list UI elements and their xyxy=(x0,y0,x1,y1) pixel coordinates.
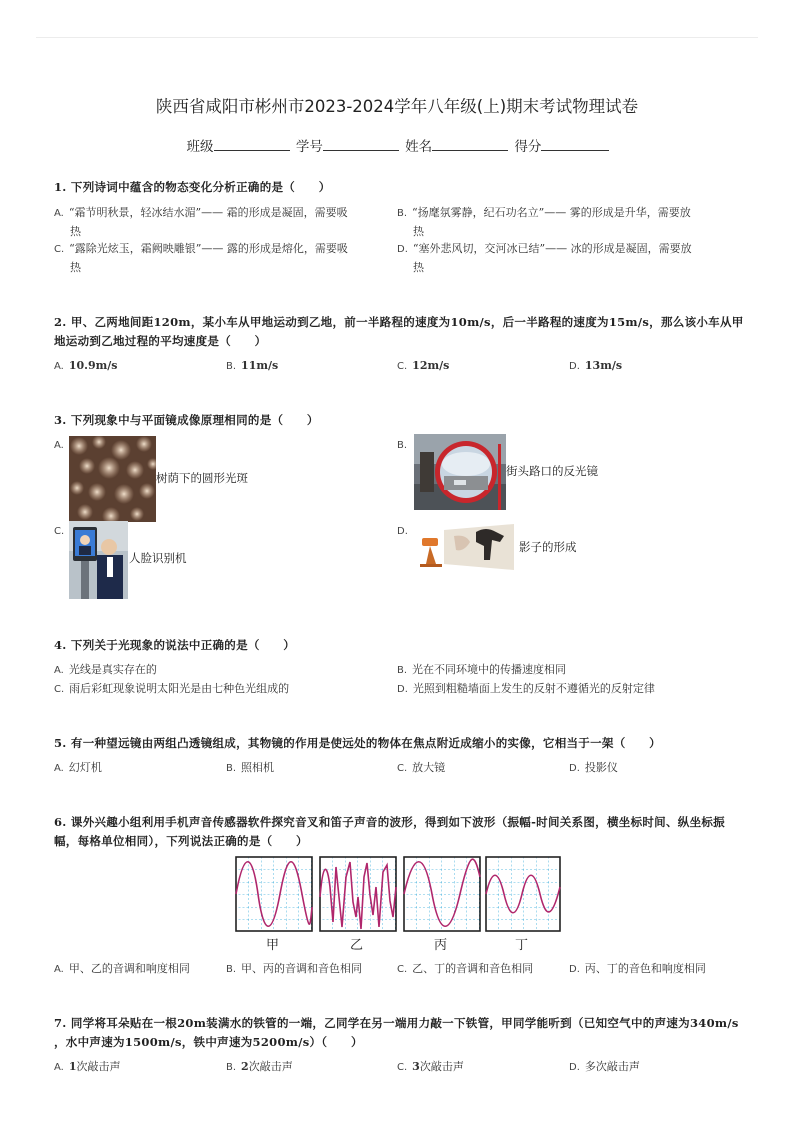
shadow-puppet-image xyxy=(414,522,518,572)
option-key: D. xyxy=(569,763,580,774)
question-2-option-b[interactable] xyxy=(226,357,278,376)
waveform-figures xyxy=(234,855,562,935)
option-key: B. xyxy=(397,665,408,676)
option-key: B. xyxy=(397,208,408,219)
question-4-option-b[interactable] xyxy=(397,661,566,680)
exam-title: 陕西省咸阳市彬州市2023-2024学年八年级(上)期末考试物理试卷 xyxy=(155,97,639,116)
name-label: 姓名 xyxy=(405,139,433,155)
question-7-option-a[interactable] xyxy=(54,1058,121,1077)
option-text: 照相机 xyxy=(241,761,275,774)
option-text: 投影仪 xyxy=(584,761,618,774)
id-blank xyxy=(323,138,399,151)
option-text: 乙、丁的音调和音色相同 xyxy=(412,962,534,975)
convex-traffic-mirror-image xyxy=(414,434,506,510)
question-3-caption-d: 影子的形成 xyxy=(519,540,577,554)
question-2-option-a[interactable] xyxy=(54,357,117,376)
tree-shade-light-spots-image xyxy=(69,436,156,522)
question-6-option-c[interactable] xyxy=(397,960,533,979)
question-5-option-a[interactable] xyxy=(54,759,102,778)
option-key: A. xyxy=(54,440,64,451)
waveform-yi xyxy=(320,857,396,931)
waveform-ding xyxy=(486,857,560,931)
waveform-bing xyxy=(404,857,480,931)
question-3-option-c-key[interactable] xyxy=(54,522,69,541)
question-1-option-c[interactable] xyxy=(54,240,394,277)
question-5-option-b[interactable] xyxy=(226,759,274,778)
question-7-option-d[interactable] xyxy=(569,1058,640,1077)
option-key: D. xyxy=(397,684,408,695)
option-text: 光在不同环境中的传播速度相同 xyxy=(412,663,567,676)
question-4-option-a[interactable] xyxy=(54,661,157,680)
question-2-stem-line2: 地运动到乙地过程的平均速度是（ ） xyxy=(54,334,267,348)
question-7-option-b[interactable] xyxy=(226,1058,293,1077)
option-key: C. xyxy=(54,684,65,695)
student-info-line xyxy=(0,135,794,155)
option-text: 多次敲击声 xyxy=(584,1060,640,1073)
option-key: A. xyxy=(54,763,64,774)
option-text: 12m/s xyxy=(412,359,450,372)
question-7-option-c[interactable] xyxy=(397,1058,464,1077)
option-key: A. xyxy=(54,665,64,676)
question-2-option-c[interactable] xyxy=(397,357,449,376)
wave-label-bing: 丙 xyxy=(434,938,448,953)
question-2-option-d[interactable] xyxy=(569,357,622,376)
question-7-stem-line1: 7. 同学将耳朵贴在一根20m装满水的铁管的一端，乙同学在另一端用力敲一下铁管，甲同学能听到（已知空气中的声速为340m/s xyxy=(54,1016,739,1030)
option-text: 丙、丁的音色和响度相同 xyxy=(584,962,706,975)
score-blank xyxy=(541,138,609,151)
question-7-stem xyxy=(54,1014,744,1052)
option-text: 13m/s xyxy=(584,359,623,372)
option-key: B. xyxy=(226,964,237,975)
option-key: B. xyxy=(397,440,408,451)
option-text: 雨后彩虹现象说明太阳光是由七种色光组成的 xyxy=(69,682,290,695)
waveform-jia xyxy=(236,857,312,931)
question-5-stem: 5. 有一种望远镜由两组凸透镜组成，其物镜的作用是使远处的物体在焦点附近成缩小的实像，它相当于一架（ ） xyxy=(54,736,661,750)
option-text: 幻灯机 xyxy=(68,761,102,774)
question-3-option-d-key[interactable] xyxy=(397,522,413,541)
question-6-stem xyxy=(54,813,744,851)
wave-label-ding: 丁 xyxy=(515,938,529,953)
option-key: C. xyxy=(397,763,408,774)
class-blank xyxy=(214,138,290,151)
option-key: A. xyxy=(54,208,64,219)
option-text: 甲、乙的音调和响度相同 xyxy=(68,962,190,975)
option-key: A. xyxy=(54,964,64,975)
question-2-stem-line1: 2. 甲、乙两地间距120m，某小车从甲地运动到乙地，前一半路程的速度为10m/s，后一半路程的速度为15m/s，那么该小车从甲 xyxy=(54,315,744,329)
question-5-option-c[interactable] xyxy=(397,759,445,778)
option-key: B. xyxy=(226,361,237,372)
question-6-option-d[interactable] xyxy=(569,960,706,979)
option-key: C. xyxy=(397,361,408,372)
face-recognition-machine-image xyxy=(69,521,128,599)
question-6-option-a[interactable] xyxy=(54,960,190,979)
question-6-stem-line2: 幅，每格单位相同），下列说法正确的是（ ） xyxy=(54,834,308,848)
question-4-option-d[interactable] xyxy=(397,680,655,699)
option-key: C. xyxy=(397,964,408,975)
question-1-option-b[interactable] xyxy=(397,204,742,241)
question-3-option-a-key[interactable] xyxy=(54,436,69,455)
option-key: C. xyxy=(54,526,65,537)
question-3-option-b-key[interactable] xyxy=(397,436,412,455)
option-text: 甲、丙的音调和音色相同 xyxy=(241,962,363,975)
question-7-stem-line2: ，水中声速为1500m/s，铁中声速为5200m/s）（ ） xyxy=(54,1035,363,1049)
id-label: 学号 xyxy=(295,139,323,155)
option-key: D. xyxy=(397,244,408,255)
option-text: 光照到粗糙墙面上发生的反射不遵循光的反射定律 xyxy=(412,682,655,695)
option-text: 10.9m/s xyxy=(68,359,118,372)
option-text: “塞外悲风切，交河冰已结”—— 冰的形成是凝固，需要放 xyxy=(412,242,692,255)
option-key: D. xyxy=(569,1062,580,1073)
question-2-stem xyxy=(54,313,744,351)
option-key: A. xyxy=(54,361,64,372)
option-text-cont: 热 xyxy=(413,225,424,238)
option-key: A. xyxy=(54,1062,64,1073)
option-text: 光线是真实存在的 xyxy=(68,663,157,676)
question-1-option-d[interactable] xyxy=(397,240,742,277)
option-text: 11m/s xyxy=(241,359,279,372)
name-blank xyxy=(432,138,508,151)
question-5-option-d[interactable] xyxy=(569,759,618,778)
question-1-stem: 1. 下列诗词中蕴含的物态变化分析正确的是（ ） xyxy=(54,180,331,194)
option-text-cont: 热 xyxy=(70,261,81,274)
question-3-stem: 3. 下列现象中与平面镜成像原理相同的是（ ） xyxy=(54,413,319,427)
option-text: 次敲击声 xyxy=(76,1060,121,1073)
question-3-caption-b: 街头路口的反光镜 xyxy=(506,464,598,478)
option-text-cont: 热 xyxy=(413,261,424,274)
question-1-option-a[interactable] xyxy=(54,204,394,241)
option-text: 放大镜 xyxy=(412,761,446,774)
option-text-cont: 热 xyxy=(70,225,81,238)
option-num: 1 xyxy=(68,1060,77,1073)
question-3-caption-c: 人脸识别机 xyxy=(129,551,187,565)
option-text: “露除光炫玉，霜阙映雕银”—— 露的形成是熔化，需要吸 xyxy=(69,242,348,255)
option-key: B. xyxy=(226,1062,237,1073)
class-label: 班级 xyxy=(186,139,214,155)
question-6-option-b[interactable] xyxy=(226,960,362,979)
wave-label-yi: 乙 xyxy=(350,938,364,953)
option-key: C. xyxy=(397,1062,408,1073)
wave-label-jia: 甲 xyxy=(266,938,280,953)
top-divider xyxy=(36,37,758,38)
option-text: 次敲击声 xyxy=(419,1060,464,1073)
option-key: D. xyxy=(397,526,408,537)
option-num: 3 xyxy=(412,1060,420,1073)
option-num: 2 xyxy=(241,1060,249,1073)
question-6-stem-line1: 6. 课外兴趣小组利用手机声音传感器软件探究音叉和笛子声音的波形，得到如下波形（振幅-时间关系图，横坐标时间、纵坐标振 xyxy=(54,815,725,829)
option-key: B. xyxy=(226,763,237,774)
question-3-caption-a: 树荫下的圆形光斑 xyxy=(156,471,248,485)
option-text: 次敲击声 xyxy=(248,1060,293,1073)
score-label: 得分 xyxy=(514,139,542,155)
question-4-option-c[interactable] xyxy=(54,680,289,699)
option-key: C. xyxy=(54,244,65,255)
option-key: D. xyxy=(569,361,580,372)
option-text: “霜节明秋景，轻冰结水湄”—— 霜的形成是凝固，需要吸 xyxy=(68,206,348,219)
option-text: “扬麾氛雾静，纪石功名立”—— 雾的形成是升华，需要放 xyxy=(412,206,691,219)
question-4-stem: 4. 下列关于光现象的说法中正确的是（ ） xyxy=(54,638,296,652)
option-key: D. xyxy=(569,964,580,975)
